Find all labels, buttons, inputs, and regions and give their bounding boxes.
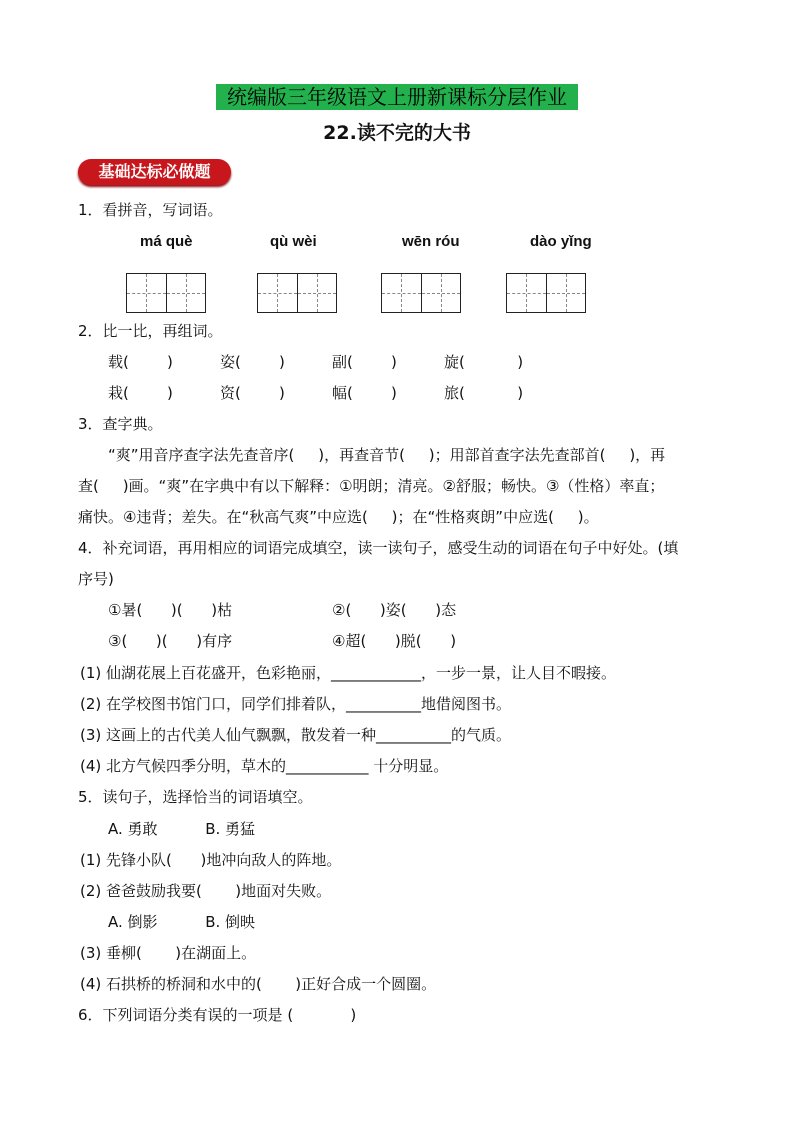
q4-word: ③( )( )有序 — [108, 632, 233, 650]
series-title: 统编版三年级语文上册新课标分层作业 — [216, 84, 578, 110]
q6-stem: 6．下列词语分类有误的一项是 ( ) — [78, 1006, 357, 1024]
q2-item: 幅( ) — [332, 384, 397, 402]
q5-sentence: (3) 垂柳( )在湖面上。 — [80, 944, 257, 962]
q2-item: 资( ) — [220, 384, 285, 402]
q1-pinyin-4: dào yǐng — [530, 233, 592, 250]
answer-grid-4[interactable] — [506, 273, 586, 313]
q4-stem: 4．补充词语，再用相应的词语完成填空，读一读句子，感受生动的词语在句子中好处。(填 — [78, 539, 679, 557]
q4-word: ④超( )脱( ) — [332, 632, 457, 650]
section-badge: 基础达标必做题 — [78, 159, 231, 185]
answer-grid-2[interactable] — [257, 273, 337, 313]
lesson-title: 22.读不完的大书 — [323, 122, 471, 144]
q2-item: 栽( ) — [108, 384, 173, 402]
q2-item: 旅( ) — [444, 384, 524, 402]
q4-word: ②( )姿( )态 — [332, 601, 457, 619]
q5-stem: 5．读句子，选择恰当的词语填空。 — [78, 788, 313, 806]
q5-sentence: (4) 石拱桥的桥洞和水中的( )正好合成一个圆圈。 — [80, 975, 437, 993]
q1-pinyin-3: wēn róu — [402, 233, 460, 250]
q1-pinyin-2: qù wèi — [270, 233, 317, 250]
q5-options: A. 倒影 B. 倒映 — [108, 913, 256, 931]
q3-line: 查( )画。“爽”在字典中有以下解释：①明朗；清亮。②舒服；畅快。③（性格）率直； — [78, 477, 665, 495]
answer-grid-3[interactable] — [381, 273, 461, 313]
q1-pinyin-1: má què — [140, 233, 193, 250]
q3-stem: 3．查字典。 — [78, 415, 163, 433]
q1-stem: 1．看拼音，写词语。 — [78, 201, 223, 219]
q3-line: 痛快。④违背；差失。在“秋高气爽”中应选( )；在“性格爽朗”中应选( )。 — [78, 508, 599, 526]
q3-line: “爽”用音序查字法先查音序( )，再查音节( )；用部首查字法先查部首( )，再 — [108, 446, 666, 464]
q4-sentence: (4) 北方气候四季分明，草木的___________ 十分明显。 — [80, 757, 449, 775]
q2-item: 旋( ) — [444, 353, 524, 371]
q2-stem: 2．比一比，再组词。 — [78, 322, 223, 340]
q2-item: 载( ) — [108, 353, 173, 371]
q4-sentence: (3) 这画上的古代美人仙气飘飘，散发着一种__________的气质。 — [80, 726, 512, 744]
q4-stem: 序号) — [78, 570, 114, 588]
q5-sentence: (2) 爸爸鼓励我要( )地面对失败。 — [80, 882, 332, 900]
answer-grid-1[interactable] — [126, 273, 206, 313]
q4-word: ①暑( )( )枯 — [108, 601, 233, 619]
q4-sentence: (1) 仙湖花展上百花盛开，色彩艳丽，____________，一步一景，让人目不暇接。 — [80, 664, 617, 682]
q2-item: 姿( ) — [220, 353, 285, 371]
q4-sentence: (2) 在学校图书馆门口，同学们排着队，__________地借阅图书。 — [80, 695, 512, 713]
q2-item: 副( ) — [332, 353, 397, 371]
q5-options: A. 勇敢 B. 勇猛 — [108, 820, 256, 838]
q5-sentence: (1) 先锋小队( )地冲向敌人的阵地。 — [80, 851, 342, 869]
